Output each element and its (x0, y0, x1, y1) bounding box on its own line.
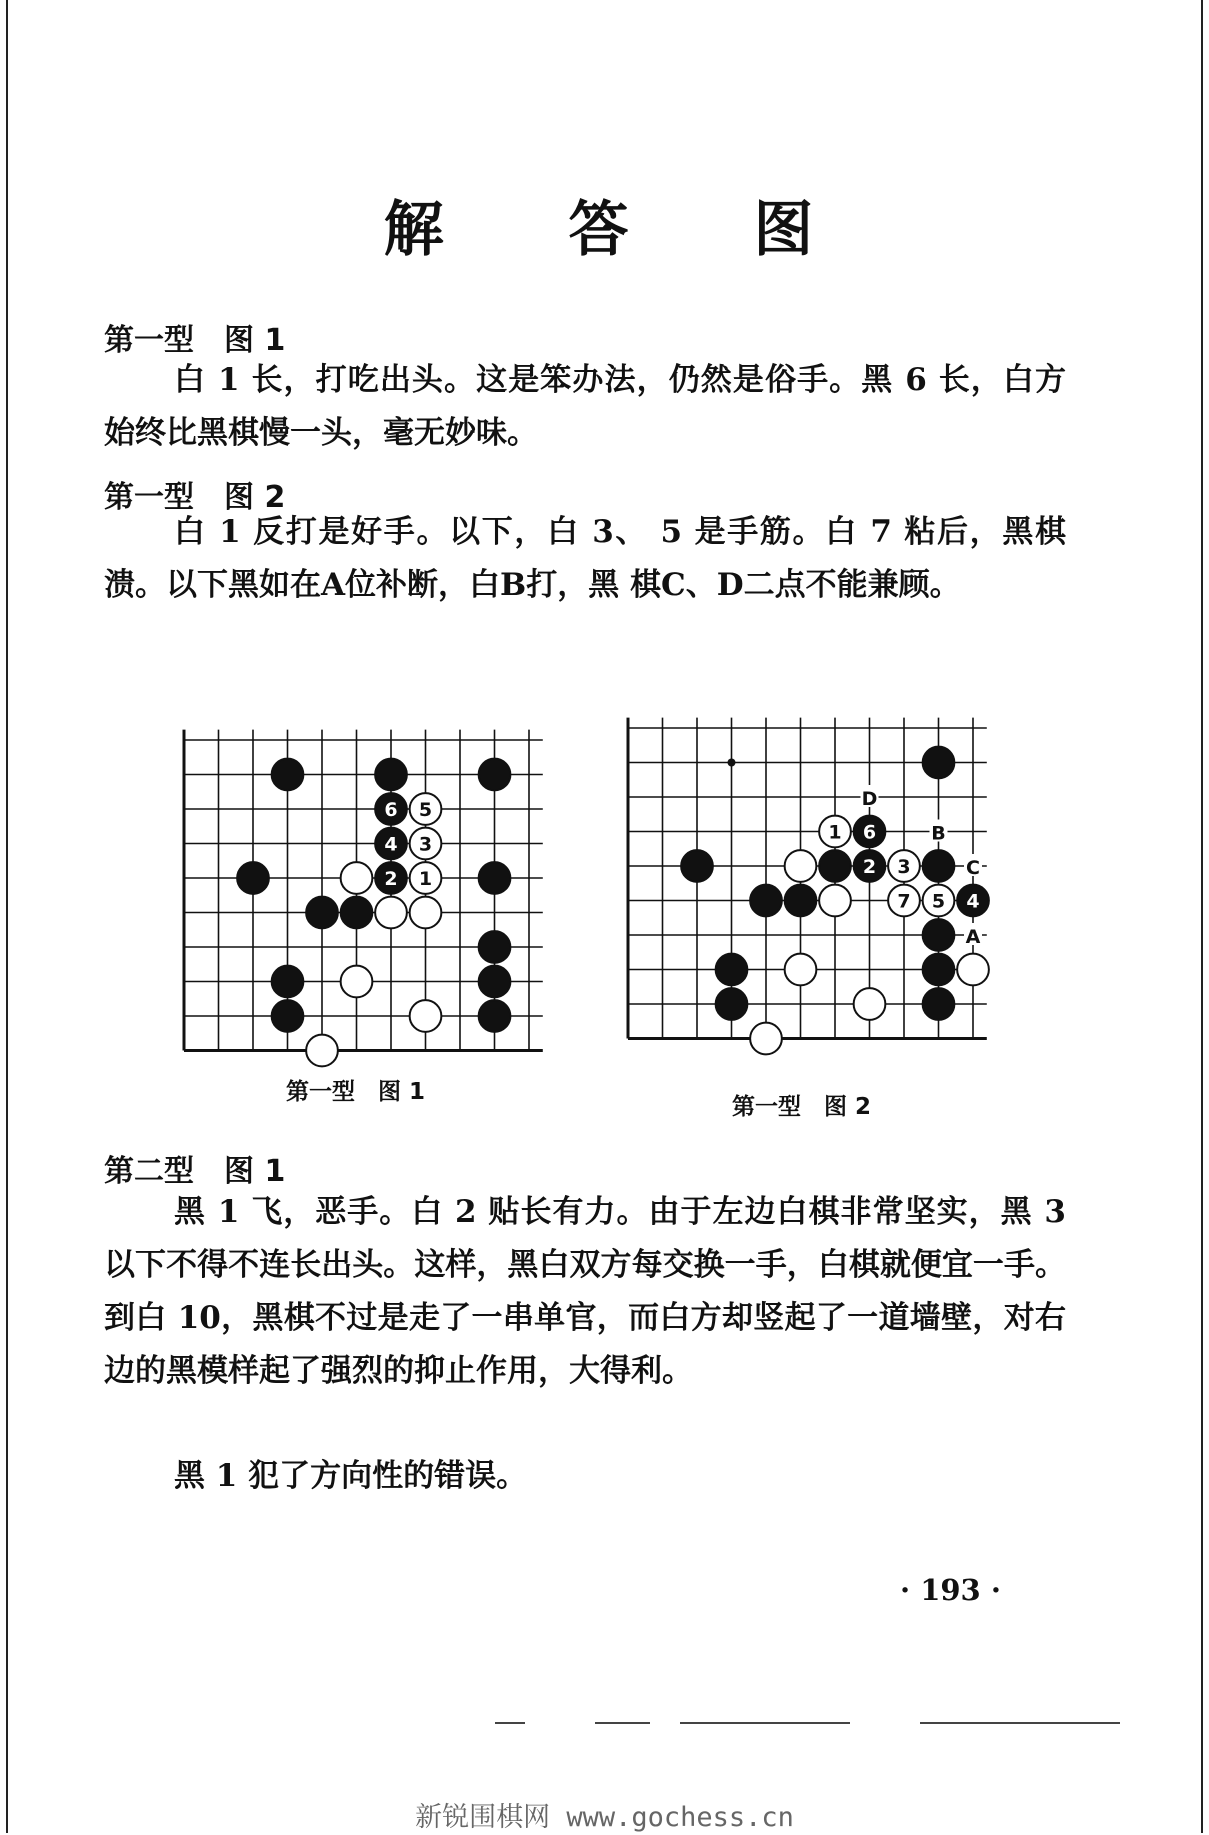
white-stone (854, 988, 886, 1020)
point-letter: C (966, 857, 980, 879)
move-number: 5 (931, 890, 946, 913)
black-stone (272, 759, 304, 791)
black-stone (785, 885, 817, 917)
black-stone (681, 850, 713, 882)
star-point (728, 759, 736, 767)
section-text-2: 白 1 反打是好手。以下，白 3、 5 是手筋。白 7 粘后，黑棋溃。以下黑如在A位补断，白B打，黑 棋C、D二点不能兼顾。 (104, 514, 1066, 603)
black-stone (923, 747, 955, 779)
black-stone (716, 988, 748, 1020)
move-number: 4 (966, 890, 980, 913)
black-stone (923, 919, 955, 951)
black-stone (479, 759, 511, 791)
move-number: 6 (862, 821, 877, 844)
scan-mark (920, 1722, 1120, 1724)
move-number: 2 (862, 856, 877, 878)
white-stone (785, 850, 817, 882)
black-stone (479, 1000, 511, 1032)
go-diagram-2 (618, 680, 1018, 1070)
black-stone (479, 966, 511, 998)
section-heading-1: 第一型 图 1 (104, 323, 286, 358)
scan-mark (595, 1722, 650, 1724)
white-stone (410, 1000, 442, 1032)
move-number: 7 (897, 890, 911, 913)
move-number: 1 (828, 821, 842, 844)
black-stone (479, 931, 511, 963)
section-text-1: 白 1 长，打吃出头。这是笨办法，仍然是俗手。黑 6 长，白方始终比黑棋慢一头，毫无妙味。 (104, 362, 1066, 451)
move-number: 6 (384, 799, 398, 821)
move-number: 1 (418, 868, 433, 890)
white-stone (341, 966, 373, 998)
section-text-3: 黑 1 飞，恶手。白 2 贴长有力。由于左边白棋非常坚实，黑 3 以下不得不连长出头。这样，黑白双方每交换一手，白棋就便宜一手。到白 10，黑棋不过是走了一串单官，而白方却竖起了一道墙壁，对右边的黑模样起了强烈的抑止作用，大得利。 (104, 1194, 1066, 1389)
page-title: 解 答 图 (383, 195, 866, 265)
move-number: 5 (418, 799, 433, 821)
white-stone (410, 897, 442, 929)
white-stone (957, 954, 989, 986)
move-number: 3 (897, 856, 911, 878)
white-stone (785, 954, 817, 986)
section-text-4: 黑 1 犯了方向性的错误。 (174, 1458, 528, 1494)
move-number: 2 (384, 868, 398, 890)
scan-mark (680, 1722, 850, 1724)
black-stone (923, 850, 955, 882)
black-stone (272, 966, 304, 998)
section-heading-2: 第一型 图 2 (104, 480, 286, 515)
black-stone (923, 988, 955, 1020)
move-number: 3 (418, 833, 433, 856)
black-stone (479, 862, 511, 894)
move-number: 4 (384, 833, 398, 856)
point-letter: A (965, 926, 981, 948)
page-number: · 193 · (900, 1573, 1001, 1607)
black-stone (923, 954, 955, 986)
white-stone (306, 1035, 338, 1067)
diagram-1-caption: 第一型 图 1 (286, 1079, 426, 1105)
point-letter: D (861, 788, 878, 810)
black-stone (237, 862, 269, 894)
white-stone (375, 897, 407, 929)
point-letter: B (931, 822, 946, 845)
scan-mark (495, 1722, 525, 1724)
black-stone (272, 1000, 304, 1032)
black-stone (716, 954, 748, 986)
section-heading-3: 第二型 图 1 (104, 1154, 286, 1189)
black-stone (306, 897, 338, 929)
black-stone (819, 850, 851, 882)
go-diagram-1 (172, 690, 562, 1070)
site-footer: 新锐围棋网 www.gochess.cn (415, 1802, 794, 1833)
white-stone (819, 885, 851, 917)
black-stone (375, 759, 407, 791)
diagram-2-caption: 第一型 图 2 (732, 1094, 872, 1120)
black-stone (341, 897, 373, 929)
white-stone (750, 1023, 782, 1055)
black-stone (750, 885, 782, 917)
white-stone (341, 862, 373, 894)
